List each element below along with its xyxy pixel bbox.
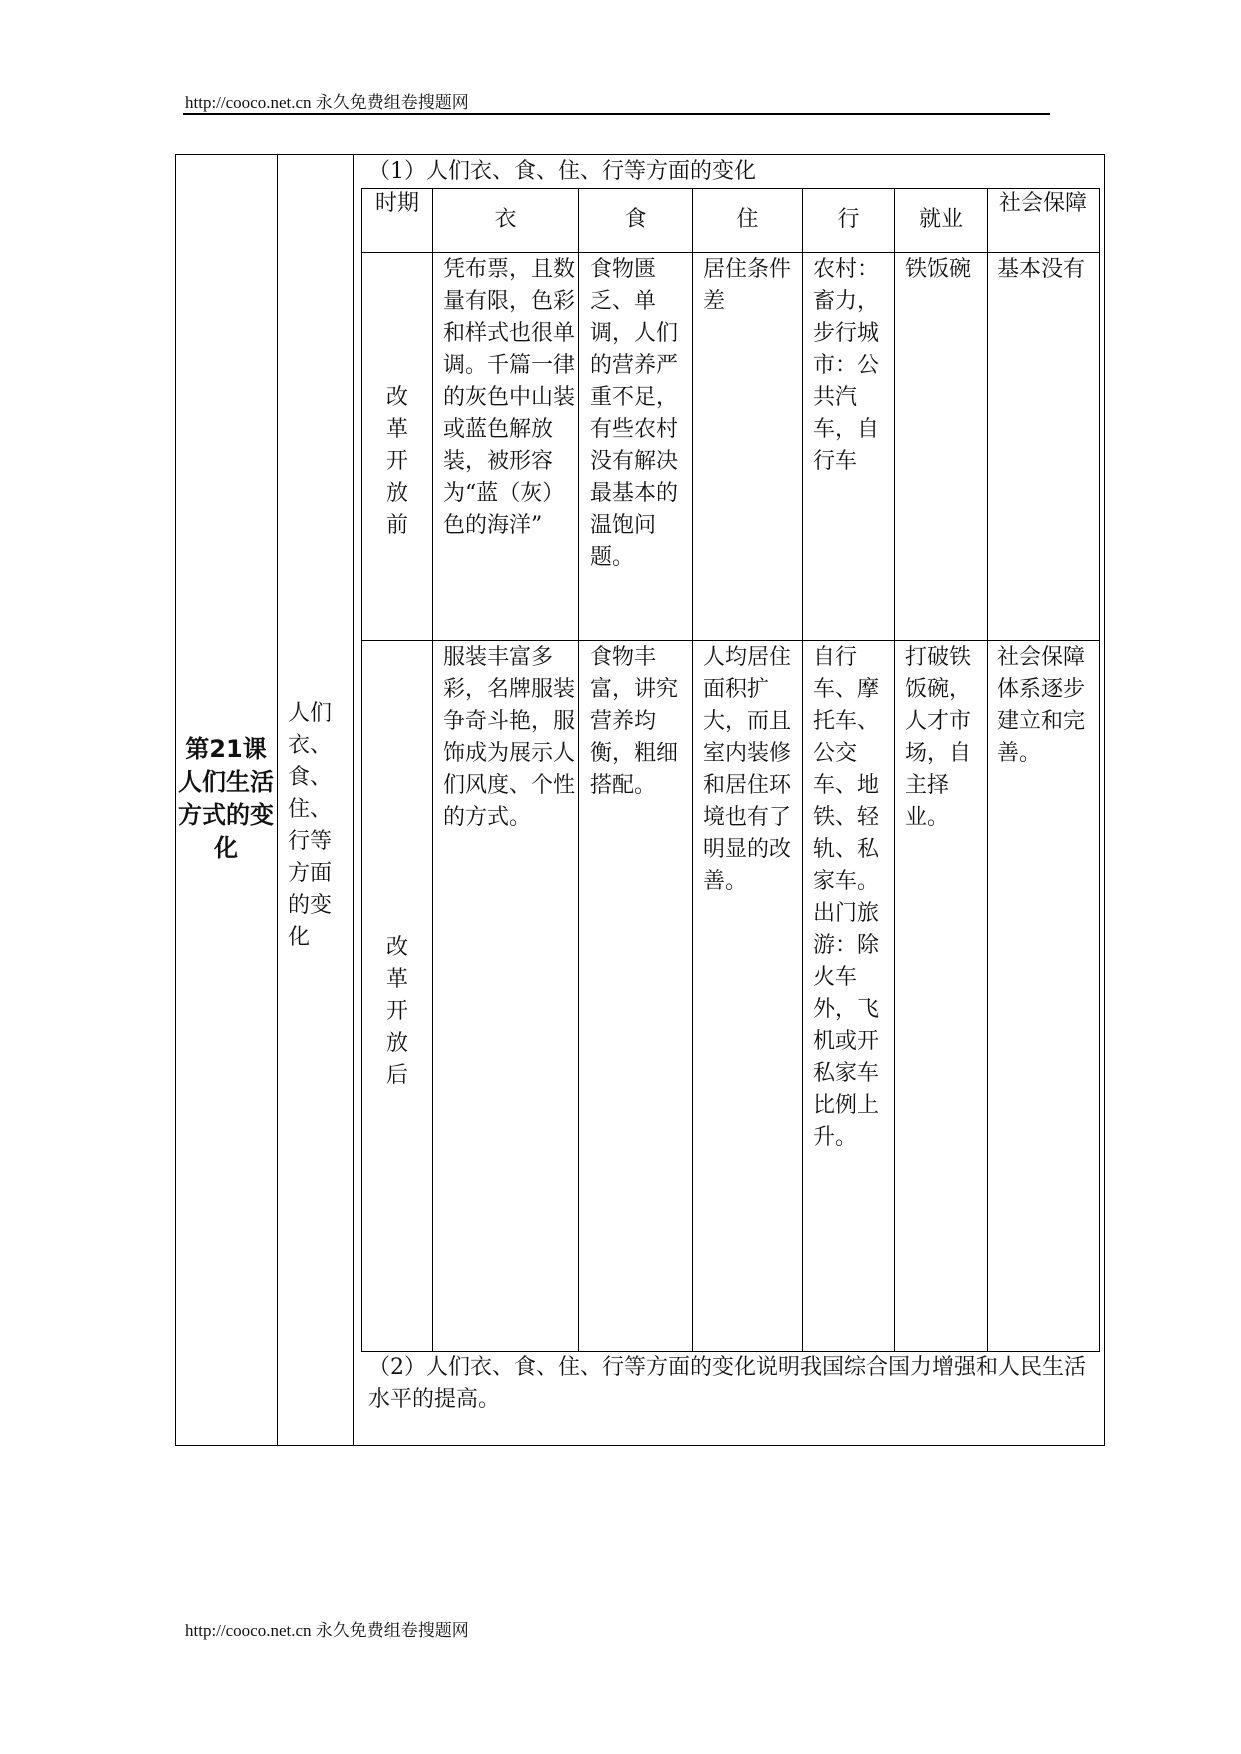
row-after-food: 食物丰富，讲究营养均衡，粗细搭配。 [590,645,679,798]
inner-row-divider [361,640,1100,641]
row-before-transport: 农村：畜力，步行城市：公共汽车，自行车 [813,257,880,474]
header-food: 食 [624,207,647,232]
lesson-title: 第21课人们生活方式的变化 [178,735,274,862]
inner-col-line-0 [361,188,362,1352]
header-employment: 就业 [918,207,963,232]
outer-border-bottom [175,1445,1105,1446]
row-before-social-security: 基本没有 [997,257,1086,282]
section2-conclusion: （2）人们衣、食、住、行等方面的变化说明我国综合国力增强和人民生活水平的提高。 [368,1355,1086,1412]
inner-col-line-4 [802,188,803,1352]
inner-col-line-3 [692,188,693,1352]
footer-url: http://cooco.net.cn 永久免费组卷搜题网 [185,1621,469,1640]
inner-col-line-5 [894,188,895,1352]
header-period: 时期 [374,191,419,216]
outer-border-top [175,154,1105,155]
row-before-food: 食物匮乏、单调，人们的营养严重不足，有些农村没有解决最基本的温饱问题。 [590,257,679,570]
header-divider [183,113,1050,115]
lesson-topic: 人们衣、食、住、行等方面的变化 [288,701,333,950]
inner-col-line-2 [578,188,579,1352]
inner-col-line-6 [987,188,988,1352]
header-clothing: 衣 [494,207,517,232]
row-after-housing: 人均居住面积扩大，而且室内装修和居住环境也有了明显的改善。 [703,645,792,894]
inner-header-bottom [361,252,1100,253]
row-after-period: 改革开放后 [385,935,408,1088]
inner-col-line-1 [432,188,433,1352]
section1-heading: （1）人们衣、食、住、行等方面的变化 [368,159,756,184]
row-before-period: 改革开放前 [385,385,408,538]
row-after-employment: 打破铁饭碗，人才市场，自主择业。 [905,645,972,830]
row-before-employment: 铁饭碗 [905,257,972,282]
col-divider-2 [353,154,354,1446]
header-url: http://cooco.net.cn 永久免费组卷搜题网 [185,93,469,112]
col-divider-1 [277,154,278,1446]
row-after-transport: 自行车、摩托车、公交车、地铁、轻轨、私家车。出门旅游：除火车外，飞机或开私家车比例上升。 [813,645,880,1150]
outer-border-right [1104,154,1105,1446]
row-before-clothing: 凭布票，且数量有限，色彩和样式也很单调。千篇一律的灰色中山装或蓝色解放装，被形容为“蓝（灰）色的海洋” [443,257,576,538]
row-after-social-security: 社会保障体系逐步建立和完善。 [997,645,1086,766]
header-housing: 住 [736,207,759,232]
inner-col-line-7 [1099,188,1100,1352]
header-transport: 行 [837,207,860,232]
header-social-security: 社会保障 [998,191,1087,216]
row-after-clothing: 服装丰富多彩，名牌服装争奇斗艳，服饰成为展示人们风度、个性的方式。 [443,645,576,830]
row-before-housing: 居住条件差 [703,257,792,314]
inner-border-top [361,188,1100,189]
